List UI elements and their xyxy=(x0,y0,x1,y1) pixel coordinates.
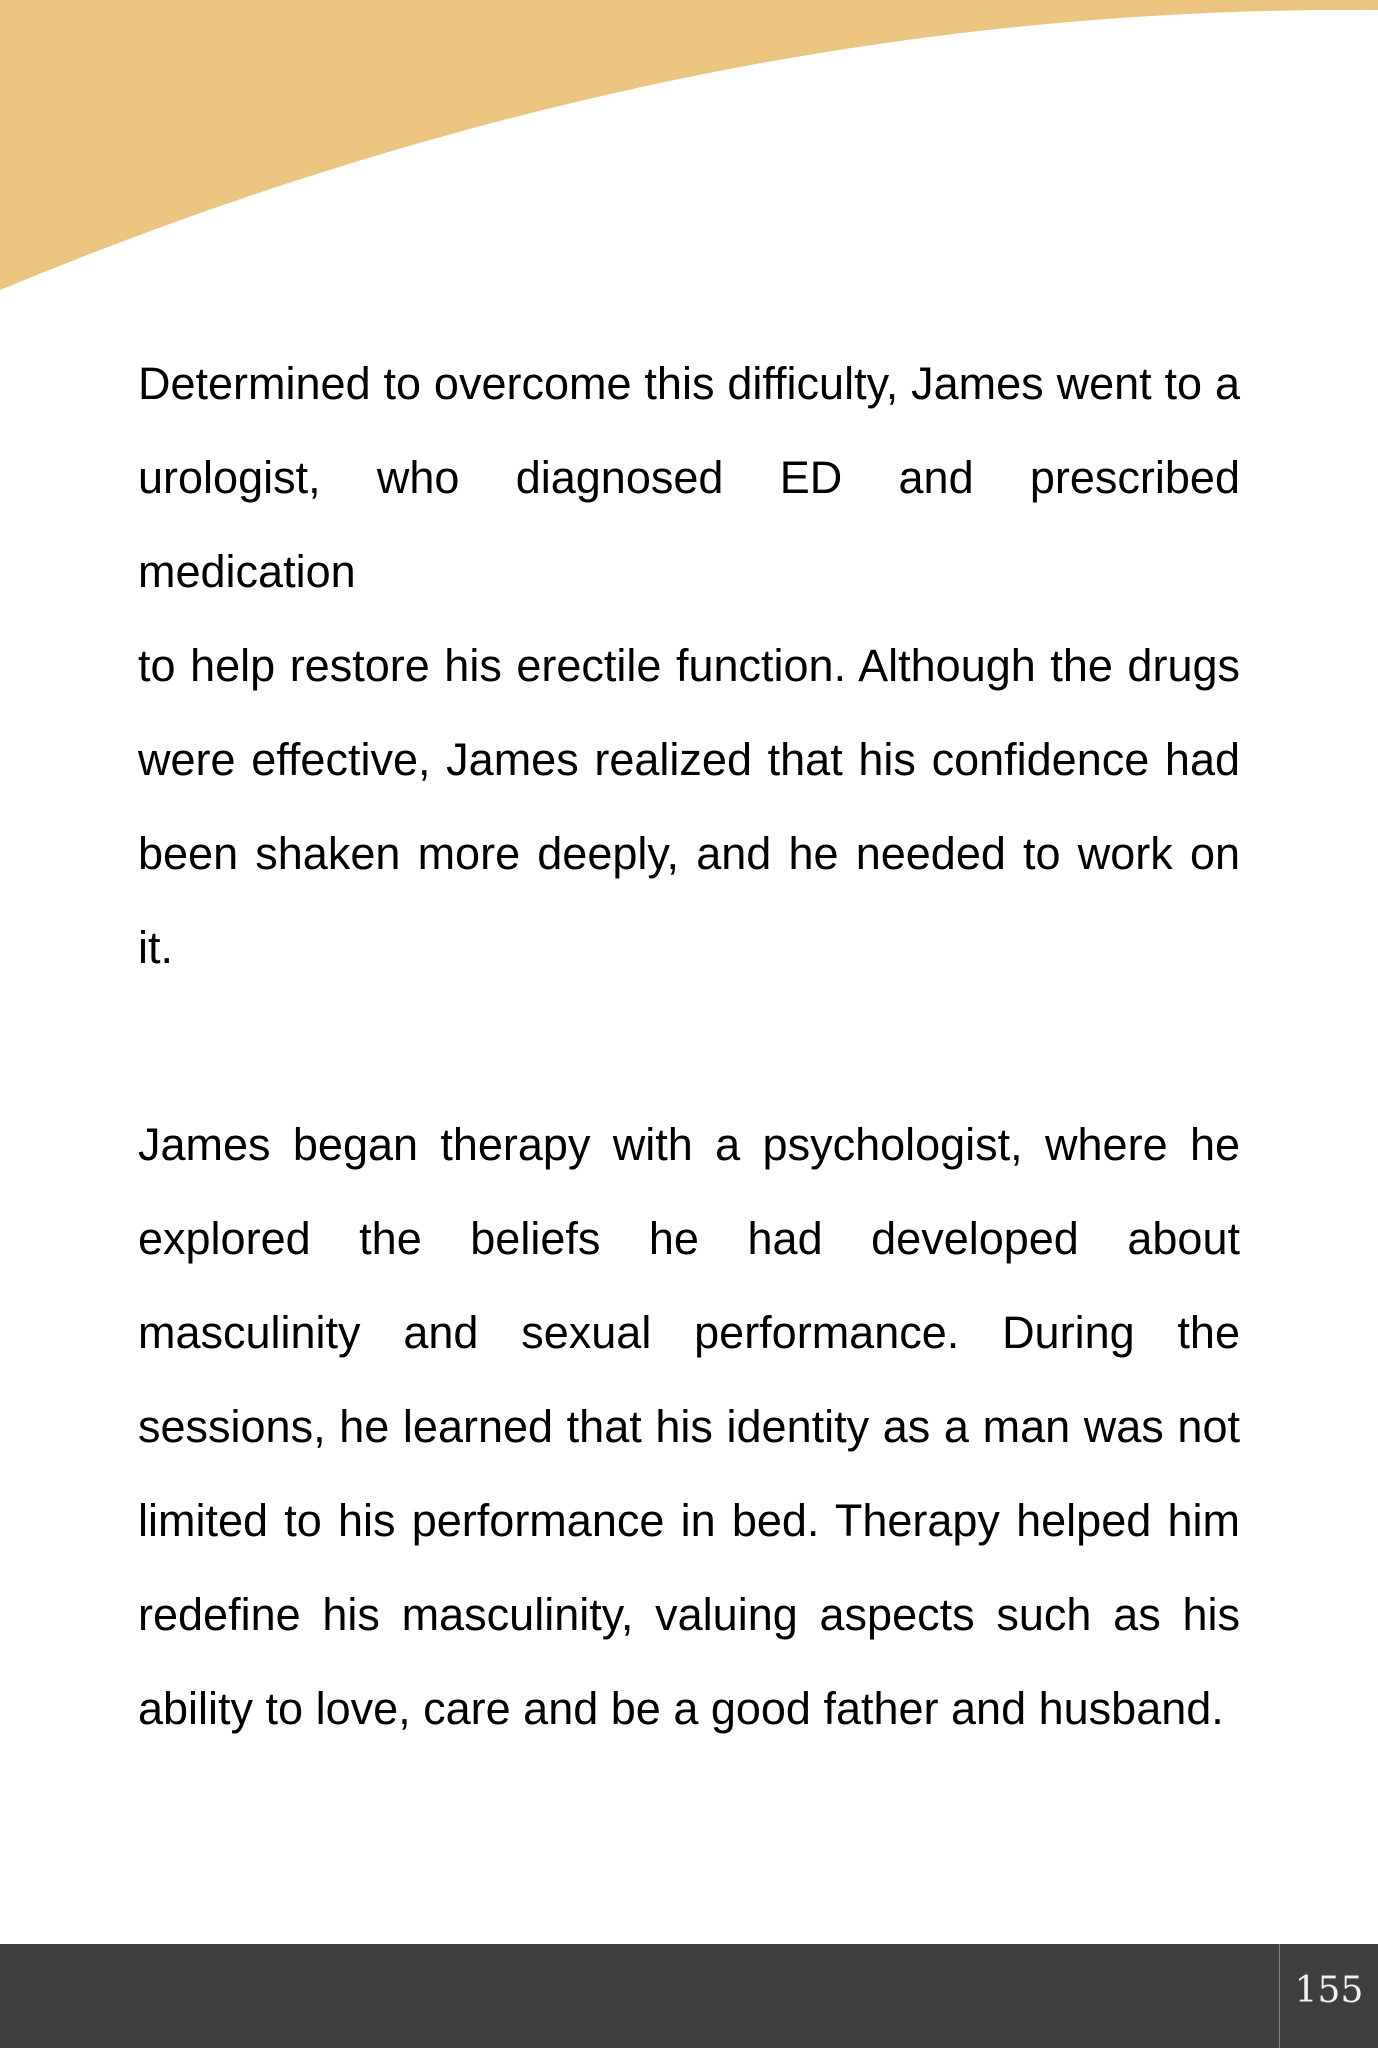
text-line: been shaken more deeply, and he needed to work on it. xyxy=(138,828,1240,973)
text-line: masculinity and sexual performance. During the xyxy=(138,1307,1240,1358)
text-line: urologist, who diagnosed ED and prescribed medication xyxy=(138,452,1240,597)
text-line: Determined to overcome this difficulty, James went to a xyxy=(138,358,1240,409)
text-line: James began therapy with a psychologist, where he xyxy=(138,1119,1240,1170)
page-footer xyxy=(0,1944,1378,2048)
text-line: limited to his performance in bed. Therapy helped him xyxy=(138,1495,1240,1546)
header-swoosh-graphic xyxy=(0,0,1378,300)
text-line: ability to love, care and be a good father and husband. xyxy=(138,1683,1224,1734)
text-line: sessions, he learned that his identity as a man was not xyxy=(138,1401,1240,1452)
paragraph xyxy=(138,1098,1240,1756)
page-number-section xyxy=(1280,1944,1378,2048)
text-line: explored the beliefs he had developed about xyxy=(138,1213,1240,1264)
text-line: were effective, James realized that his confidence had xyxy=(138,734,1240,785)
text-line: to help restore his erectile function. Although the drugs xyxy=(138,640,1240,691)
paragraph xyxy=(138,337,1240,995)
page-content xyxy=(138,337,1240,1756)
page-number: 155 xyxy=(1294,1969,1364,2011)
text-line: redefine his masculinity, valuing aspects such as his xyxy=(138,1589,1240,1640)
